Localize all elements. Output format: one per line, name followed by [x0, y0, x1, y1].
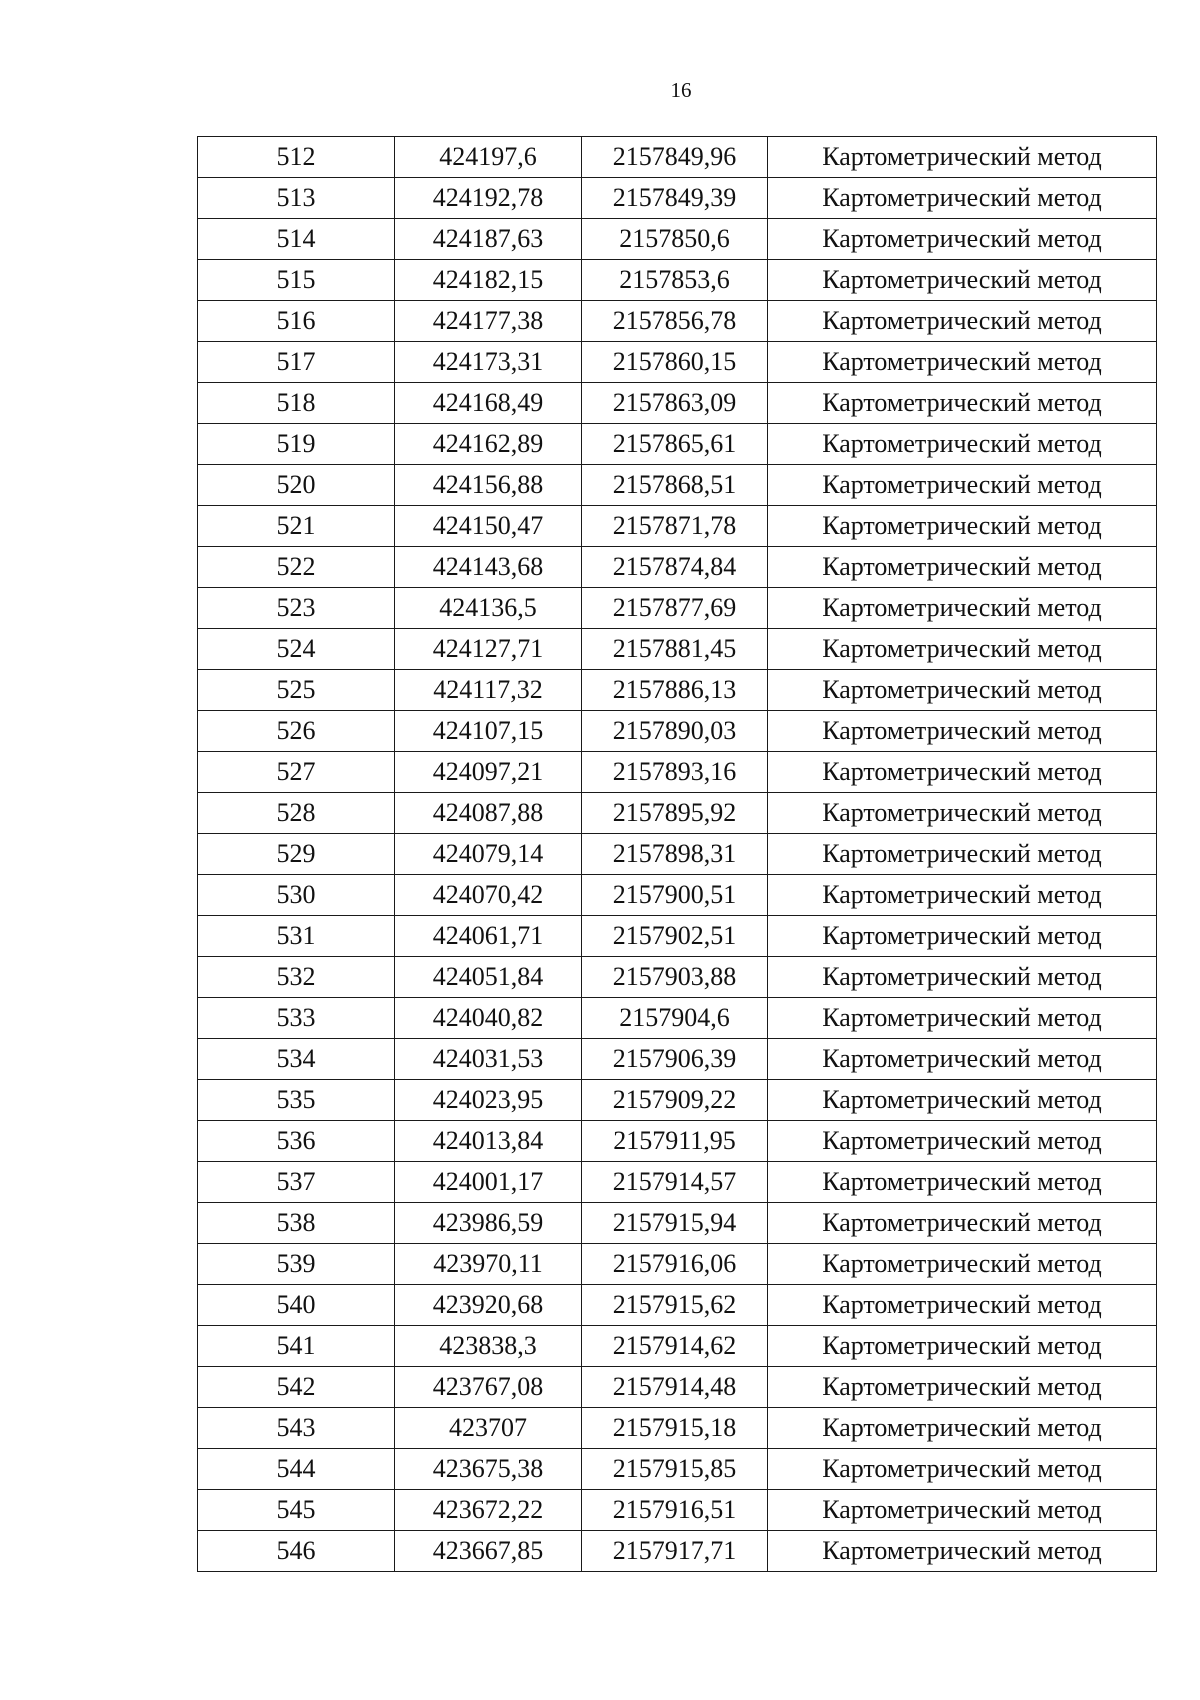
x-coordinate-cell: 424150,47	[395, 506, 582, 547]
point-number-cell: 515	[198, 260, 395, 301]
point-number-cell: 531	[198, 916, 395, 957]
y-coordinate-cell: 2157904,6	[582, 998, 768, 1039]
table-row	[198, 998, 1157, 1039]
y-coordinate-cell: 2157915,85	[582, 1449, 768, 1490]
table-row	[198, 629, 1157, 670]
table-row	[198, 875, 1157, 916]
point-number-cell: 534	[198, 1039, 395, 1080]
y-coordinate-cell: 2157903,88	[582, 957, 768, 998]
table-row	[198, 547, 1157, 588]
method-cell: Картометрический метод	[768, 916, 1157, 957]
method-cell: Картометрический метод	[768, 342, 1157, 383]
x-coordinate-cell: 423707	[395, 1408, 582, 1449]
x-coordinate-cell: 424079,14	[395, 834, 582, 875]
table-row	[198, 711, 1157, 752]
table-row	[198, 957, 1157, 998]
point-number-cell: 530	[198, 875, 395, 916]
method-cell: Картометрический метод	[768, 1039, 1157, 1080]
point-number-cell: 514	[198, 219, 395, 260]
method-cell: Картометрический метод	[768, 875, 1157, 916]
coordinates-table	[197, 136, 1157, 1572]
page-number: 16	[670, 78, 692, 102]
method-cell: Картометрический метод	[768, 1203, 1157, 1244]
x-coordinate-cell: 423667,85	[395, 1531, 582, 1572]
y-coordinate-cell: 2157902,51	[582, 916, 768, 957]
y-coordinate-cell: 2157865,61	[582, 424, 768, 465]
y-coordinate-cell: 2157890,03	[582, 711, 768, 752]
table-row	[198, 588, 1157, 629]
x-coordinate-cell: 424136,5	[395, 588, 582, 629]
x-coordinate-cell: 424087,88	[395, 793, 582, 834]
method-cell: Картометрический метод	[768, 588, 1157, 629]
point-number-cell: 538	[198, 1203, 395, 1244]
point-number-cell: 535	[198, 1080, 395, 1121]
table-row	[198, 1039, 1157, 1080]
y-coordinate-cell: 2157868,51	[582, 465, 768, 506]
y-coordinate-cell: 2157909,22	[582, 1080, 768, 1121]
y-coordinate-cell: 2157886,13	[582, 670, 768, 711]
point-number-cell: 539	[198, 1244, 395, 1285]
point-number-cell: 516	[198, 301, 395, 342]
table-row	[198, 465, 1157, 506]
method-cell: Картометрический метод	[768, 424, 1157, 465]
y-coordinate-cell: 2157881,45	[582, 629, 768, 670]
point-number-cell: 519	[198, 424, 395, 465]
x-coordinate-cell: 424156,88	[395, 465, 582, 506]
table-row	[198, 424, 1157, 465]
table-row	[198, 1367, 1157, 1408]
y-coordinate-cell: 2157911,95	[582, 1121, 768, 1162]
point-number-cell: 536	[198, 1121, 395, 1162]
method-cell: Картометрический метод	[768, 670, 1157, 711]
point-number-cell: 520	[198, 465, 395, 506]
y-coordinate-cell: 2157916,51	[582, 1490, 768, 1531]
y-coordinate-cell: 2157898,31	[582, 834, 768, 875]
point-number-cell: 541	[198, 1326, 395, 1367]
table-row	[198, 752, 1157, 793]
point-number-cell: 540	[198, 1285, 395, 1326]
table-row	[198, 137, 1157, 178]
x-coordinate-cell: 423920,68	[395, 1285, 582, 1326]
table-row	[198, 834, 1157, 875]
point-number-cell: 528	[198, 793, 395, 834]
y-coordinate-cell: 2157871,78	[582, 506, 768, 547]
y-coordinate-cell: 2157914,57	[582, 1162, 768, 1203]
table-row	[198, 1326, 1157, 1367]
point-number-cell: 513	[198, 178, 395, 219]
x-coordinate-cell: 424162,89	[395, 424, 582, 465]
table-row	[198, 342, 1157, 383]
table-row	[198, 1285, 1157, 1326]
y-coordinate-cell: 2157915,18	[582, 1408, 768, 1449]
method-cell: Картометрический метод	[768, 1367, 1157, 1408]
x-coordinate-cell: 424117,32	[395, 670, 582, 711]
y-coordinate-cell: 2157914,62	[582, 1326, 768, 1367]
method-cell: Картометрический метод	[768, 752, 1157, 793]
y-coordinate-cell: 2157850,6	[582, 219, 768, 260]
x-coordinate-cell: 424127,71	[395, 629, 582, 670]
table-row	[198, 1490, 1157, 1531]
method-cell: Картометрический метод	[768, 1162, 1157, 1203]
table-row	[198, 1080, 1157, 1121]
y-coordinate-cell: 2157874,84	[582, 547, 768, 588]
method-cell: Картометрический метод	[768, 465, 1157, 506]
point-number-cell: 532	[198, 957, 395, 998]
method-cell: Картометрический метод	[768, 301, 1157, 342]
x-coordinate-cell: 423986,59	[395, 1203, 582, 1244]
point-number-cell: 527	[198, 752, 395, 793]
method-cell: Картометрический метод	[768, 629, 1157, 670]
x-coordinate-cell: 424070,42	[395, 875, 582, 916]
method-cell: Картометрический метод	[768, 1121, 1157, 1162]
point-number-cell: 512	[198, 137, 395, 178]
x-coordinate-cell: 424061,71	[395, 916, 582, 957]
method-cell: Картометрический метод	[768, 1285, 1157, 1326]
table-row	[198, 1408, 1157, 1449]
x-coordinate-cell: 424168,49	[395, 383, 582, 424]
y-coordinate-cell: 2157893,16	[582, 752, 768, 793]
method-cell: Картометрический метод	[768, 178, 1157, 219]
table-row	[198, 793, 1157, 834]
x-coordinate-cell: 423838,3	[395, 1326, 582, 1367]
point-number-cell: 521	[198, 506, 395, 547]
method-cell: Картометрический метод	[768, 1080, 1157, 1121]
method-cell: Картометрический метод	[768, 137, 1157, 178]
point-number-cell: 517	[198, 342, 395, 383]
method-cell: Картометрический метод	[768, 547, 1157, 588]
x-coordinate-cell: 424051,84	[395, 957, 582, 998]
x-coordinate-cell: 424187,63	[395, 219, 582, 260]
x-coordinate-cell: 424197,6	[395, 137, 582, 178]
x-coordinate-cell: 424173,31	[395, 342, 582, 383]
x-coordinate-cell: 424001,17	[395, 1162, 582, 1203]
x-coordinate-cell: 424040,82	[395, 998, 582, 1039]
point-number-cell: 533	[198, 998, 395, 1039]
point-number-cell: 543	[198, 1408, 395, 1449]
table-row	[198, 1121, 1157, 1162]
table-row	[198, 1531, 1157, 1572]
point-number-cell: 523	[198, 588, 395, 629]
method-cell: Картометрический метод	[768, 1490, 1157, 1531]
y-coordinate-cell: 2157856,78	[582, 301, 768, 342]
point-number-cell: 542	[198, 1367, 395, 1408]
x-coordinate-cell: 423675,38	[395, 1449, 582, 1490]
table-row	[198, 916, 1157, 957]
point-number-cell: 545	[198, 1490, 395, 1531]
y-coordinate-cell: 2157863,09	[582, 383, 768, 424]
point-number-cell: 546	[198, 1531, 395, 1572]
y-coordinate-cell: 2157917,71	[582, 1531, 768, 1572]
y-coordinate-cell: 2157915,94	[582, 1203, 768, 1244]
method-cell: Картометрический метод	[768, 1408, 1157, 1449]
table-row	[198, 178, 1157, 219]
method-cell: Картометрический метод	[768, 793, 1157, 834]
y-coordinate-cell: 2157895,92	[582, 793, 768, 834]
x-coordinate-cell: 424031,53	[395, 1039, 582, 1080]
point-number-cell: 526	[198, 711, 395, 752]
x-coordinate-cell: 424107,15	[395, 711, 582, 752]
point-number-cell: 529	[198, 834, 395, 875]
point-number-cell: 518	[198, 383, 395, 424]
coordinates-table-body	[198, 137, 1157, 1572]
method-cell: Картометрический метод	[768, 1449, 1157, 1490]
y-coordinate-cell: 2157849,96	[582, 137, 768, 178]
table-row	[198, 1449, 1157, 1490]
y-coordinate-cell: 2157860,15	[582, 342, 768, 383]
method-cell: Картометрический метод	[768, 506, 1157, 547]
method-cell: Картометрический метод	[768, 998, 1157, 1039]
y-coordinate-cell: 2157914,48	[582, 1367, 768, 1408]
method-cell: Картометрический метод	[768, 383, 1157, 424]
method-cell: Картометрический метод	[768, 1244, 1157, 1285]
y-coordinate-cell: 2157853,6	[582, 260, 768, 301]
method-cell: Картометрический метод	[768, 834, 1157, 875]
method-cell: Картометрический метод	[768, 219, 1157, 260]
y-coordinate-cell: 2157906,39	[582, 1039, 768, 1080]
x-coordinate-cell: 424182,15	[395, 260, 582, 301]
y-coordinate-cell: 2157916,06	[582, 1244, 768, 1285]
y-coordinate-cell: 2157877,69	[582, 588, 768, 629]
x-coordinate-cell: 424097,21	[395, 752, 582, 793]
x-coordinate-cell: 423672,22	[395, 1490, 582, 1531]
point-number-cell: 525	[198, 670, 395, 711]
table-row	[198, 383, 1157, 424]
point-number-cell: 524	[198, 629, 395, 670]
table-row	[198, 1203, 1157, 1244]
method-cell: Картометрический метод	[768, 957, 1157, 998]
y-coordinate-cell: 2157915,62	[582, 1285, 768, 1326]
table-row	[198, 219, 1157, 260]
x-coordinate-cell: 424177,38	[395, 301, 582, 342]
y-coordinate-cell: 2157849,39	[582, 178, 768, 219]
table-row	[198, 260, 1157, 301]
table-row	[198, 1244, 1157, 1285]
y-coordinate-cell: 2157900,51	[582, 875, 768, 916]
x-coordinate-cell: 424013,84	[395, 1121, 582, 1162]
point-number-cell: 544	[198, 1449, 395, 1490]
point-number-cell: 537	[198, 1162, 395, 1203]
x-coordinate-cell: 424023,95	[395, 1080, 582, 1121]
table-row	[198, 670, 1157, 711]
table-row	[198, 301, 1157, 342]
point-number-cell: 522	[198, 547, 395, 588]
method-cell: Картометрический метод	[768, 1326, 1157, 1367]
method-cell: Картометрический метод	[768, 260, 1157, 301]
x-coordinate-cell: 424192,78	[395, 178, 582, 219]
x-coordinate-cell: 423970,11	[395, 1244, 582, 1285]
table-row	[198, 1162, 1157, 1203]
x-coordinate-cell: 424143,68	[395, 547, 582, 588]
method-cell: Картометрический метод	[768, 711, 1157, 752]
x-coordinate-cell: 423767,08	[395, 1367, 582, 1408]
table-row	[198, 506, 1157, 547]
method-cell: Картометрический метод	[768, 1531, 1157, 1572]
